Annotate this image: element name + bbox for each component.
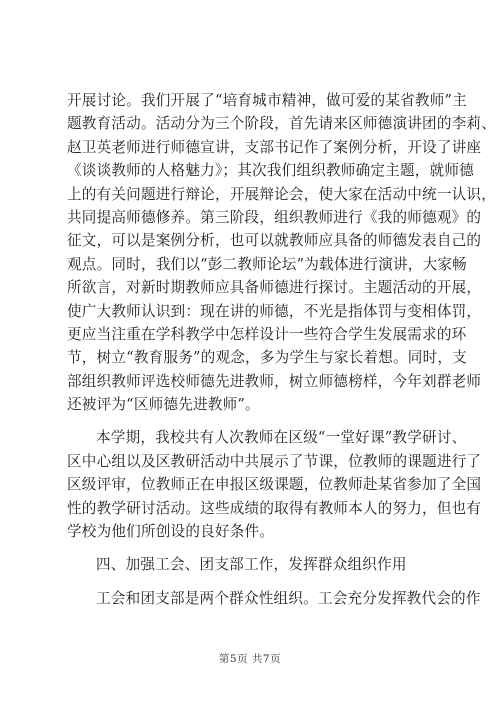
text-line: 开展讨论。我们开展了“培育城市精神，做可爱的某省教师”主 <box>67 92 467 109</box>
text-line: 使广大教师认识到：现在讲的师德，不光是指体罚与变相体罚， <box>67 302 482 320</box>
paragraph-gap <box>67 543 435 553</box>
text-line: 工会和团支部是两个群众性组织。工会充分发挥教代会的作 <box>96 589 481 607</box>
text-line: 上的有关问题进行辩论，开展辩论会，使大家在活动中统一认识， <box>67 185 497 203</box>
text-line: 部组织教师评选校师德先进教师，树立师德榜样，今年刘群老师 <box>67 372 482 390</box>
text-line: 《谈谈教师的人格魅力》；其次我们组织教师确定主题，就师德 <box>67 162 474 180</box>
text-line: 共同提高师德修养。第三阶段，组织教师进行《我的师德观》的 <box>67 208 482 226</box>
text-line: 区级评审，位教师正在申报区级课题，位教师赴某省参加了全国 <box>67 476 482 494</box>
text-line: 征文，可以是案例分析，也可以就教师应具备的师德发表自己的 <box>67 232 482 250</box>
text-line: 所欲言，对新时期教师应具备师德进行探讨。主题活动的开展， <box>67 279 482 297</box>
text-line: 性的教学研讨活动。这些成绩的取得有教师本人的努力，但也有 <box>67 499 482 517</box>
text-line: 学校为他们所创设的良好条件。 <box>67 523 275 541</box>
text-line: 节，树立“教育服务”的观念，多为学生与家长着想。同时，支 <box>67 349 467 367</box>
section-heading: 四、加强工会、团支部工作，发挥群众组织作用 <box>96 556 407 574</box>
body-text <box>67 89 497 610</box>
paragraph-gap <box>67 416 435 426</box>
paragraph-gap <box>67 577 435 587</box>
text-line: 更应当注重在学科教学中怎样设计一些符合学生发展需求的环 <box>67 325 467 343</box>
text-line: 本学期，我校共有人次教师在区级“一堂好课”教学研讨、 <box>96 429 467 447</box>
text-line: 还被评为“区师德先进教师”。 <box>67 396 260 414</box>
text-line: 观点。同时，我们以“彭二教师论坛”为载体进行演讲，大家畅 <box>67 255 467 273</box>
text-line: 题教育活动。活动分为三个阶段，首先请来区师德演讲团的李莉、 <box>67 115 497 133</box>
text-line: 赵卫英老师进行师德宣讲，支部书记作了案例分析，开设了讲座 <box>67 138 482 156</box>
page-footer: 第5页 共7页 <box>218 653 282 665</box>
text-line: 区中心组以及区教研活动中共展示了节课，位教师的课题进行了 <box>67 452 482 470</box>
